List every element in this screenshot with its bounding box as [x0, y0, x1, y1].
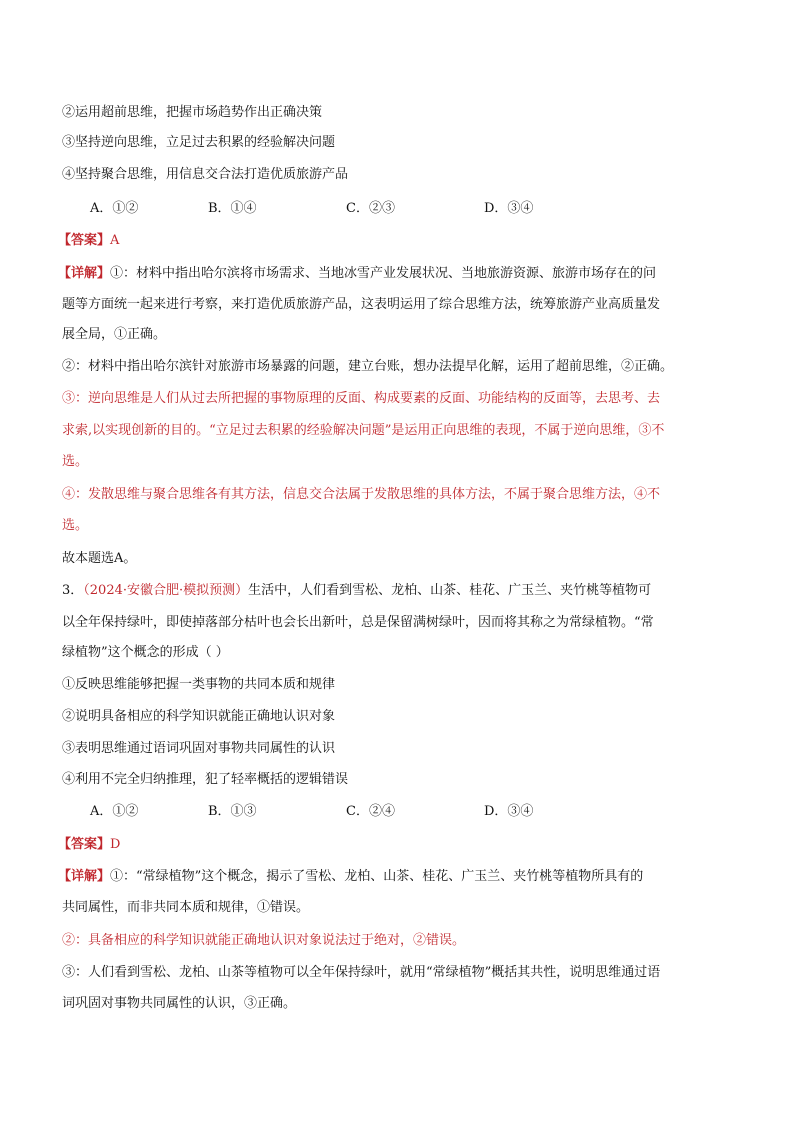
q2-choice-b: B．①④ — [208, 201, 257, 216]
q2-choice-d: D．③④ — [484, 201, 534, 216]
q2-choice-a: A．①② — [90, 201, 139, 216]
q3-detail-line-4: ③：人们看到雪松、龙柏、山茶等植物可以全年保持绿叶，就用“常绿植物”概括其共性，说明思维通过语 — [62, 965, 661, 980]
q3-option-3: ③表明思维通过语词巩固对事物共同属性的认识 — [62, 741, 336, 756]
q2-detail-tag: 【详解】 — [58, 266, 111, 281]
q2-detail-line-7: 选。 — [62, 454, 89, 469]
q3-number: 3． — [62, 583, 84, 598]
q3-option-4: ④利用不完全归纳推理，犯了轻率概括的逻辑错误 — [62, 772, 349, 787]
q2-answer-value: A — [110, 233, 120, 248]
q2-detail-line-5: ③：逆向思维是人们从过去所把握的事物原理的反面、构成要素的反面、功能结构的反面等，去思考、去 — [62, 391, 661, 406]
q3-choice-c: C．②④ — [346, 804, 395, 819]
q3-stem-line-3: 绿植物”这个概念的形成（ ） — [62, 645, 229, 660]
q2-option-4: ④坚持聚合思维，用信息交合法打造优质旅游产品 — [62, 167, 349, 182]
q3-choice-a: A．①② — [90, 804, 139, 819]
q3-stem-line-1: 3．（2024·安徽合肥·模拟预测）生活中，人们看到雪松、龙柏、山茶、桂花、广玉兰、夹竹桃等植物可 — [62, 583, 652, 598]
q3-detail-line-1: 【详解】①：“常绿植物”这个概念，揭示了雪松、龙柏、山茶、桂花、广玉兰、夹竹桃等植物所具有的 — [58, 869, 644, 884]
q2-detail-line-2: 题等方面统一起来进行考察，来打造优质旅游产品，这表明运用了综合思维方法，统筹旅游产业高质量发 — [62, 297, 661, 312]
q2-detail-line-1: 【详解】①：材料中指出哈尔滨将市场需求、当地冰雪产业发展状况、当地旅游资源、旅游市场存在的问 — [58, 266, 657, 281]
q3-choice-d: D．③④ — [484, 804, 534, 819]
q3-option-1: ①反映思维能够把握一类事物的共同本质和规律 — [62, 677, 336, 692]
q2-answer — [58, 232, 119, 250]
q2-detail-line-9: 选。 — [62, 518, 89, 533]
q3-answer-value: D — [110, 837, 121, 852]
q2-conclusion: 故本题选A。 — [62, 551, 137, 566]
q3-detail-tag: 【详解】 — [58, 869, 111, 884]
q2-choice-c: C．②③ — [346, 201, 395, 216]
q3-choice-b: B．①③ — [208, 804, 257, 819]
q3-option-2: ②说明具备相应的科学知识就能正确地认识对象 — [62, 709, 336, 724]
q2-option-2: ②运用超前思维，把握市场趋势作出正确决策 — [62, 105, 323, 120]
q3-detail-line-3: ②：具备相应的科学知识就能正确地认识对象说法过于绝对，②错误。 — [62, 933, 466, 948]
q3-detail-line-2: 共同属性，而非共同本质和规律，①错误。 — [62, 900, 310, 915]
q3-answer — [58, 836, 120, 854]
q2-detail-line-6: 求索,以实现创新的目的。“立足过去积累的经验解决问题”是运用正向思维的表现，不属于逆向思维，③不 — [62, 423, 665, 438]
q2-detail-line-4: ②：材料中指出哈尔滨针对旅游市场暴露的问题，建立台账，想办法提早化解，运用了超前思维，②正确。 — [62, 359, 674, 374]
q3-detail-line-5: 词巩固对事物共同属性的认识，③正确。 — [62, 996, 297, 1011]
q3-source: （2024·安徽合肥·模拟预测） — [83, 583, 249, 598]
q2-detail-line-3: 展全局，①正确。 — [62, 327, 167, 342]
q2-option-3: ③坚持逆向思维，立足过去积累的经验解决问题 — [62, 135, 336, 150]
q3-stem-line-2: 以全年保持绿叶，即使掉落部分枯叶也会长出新叶，总是保留满树绿叶，因而将其称之为常绿植物。“常 — [62, 615, 654, 630]
q2-detail-line-8: ④：发散思维与聚合思维各有其方法，信息交合法属于发散思维的具体方法，不属于聚合思维方法，④不 — [62, 487, 661, 502]
q3-answer-tag: 【答案】 — [58, 837, 111, 852]
q2-answer-tag: 【答案】 — [58, 233, 111, 248]
